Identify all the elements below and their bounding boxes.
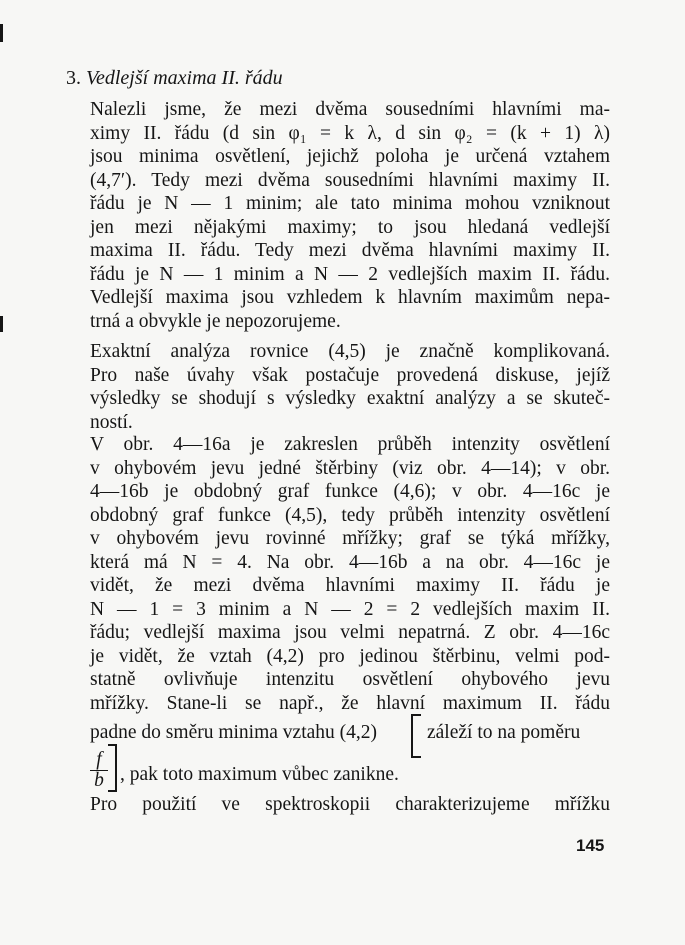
- text-line: Pro naše úvahy však postačuje provedená diskuse, jejíž: [90, 364, 610, 386]
- text-line: padne do směru minima vztahu (4,2): [90, 722, 378, 743]
- text-line: výsledky se shodují s výsledky exaktní analýzy a se skuteč-: [90, 388, 610, 409]
- section-heading: [66, 66, 283, 90]
- text-line: Pro použití ve spektroskopii charakterizujeme mřížku: [90, 794, 610, 815]
- text-line: jsou minima osvětlení, jejichž poloha je určená vztahem: [90, 146, 610, 167]
- text-line: 4—16b je obdobný graf funkce (4,6); v obr. 4—16c je: [90, 481, 610, 502]
- text-line: mřížky. Stane-li se např., že hlavní maximum II. řádu: [90, 692, 610, 714]
- text-line: v ohybovém jevu jedné štěrbiny (viz obr. 4—14); v obr.: [90, 457, 610, 479]
- text-line: N — 1 = 3 minim a N — 2 = 2 vedlejších maxim II.: [90, 598, 610, 620]
- text-line: Exaktní analýza rovnice (4,5) je značně komplikovaná.: [90, 341, 610, 362]
- scan-edge-mark: [0, 24, 3, 42]
- text-line: Vedlejší maxima jsou vzhledem k hlavním maximům nepa-: [90, 287, 610, 308]
- text-line: řádu je N — 1 minim; ale tato minima mohou vzniknout: [90, 193, 610, 214]
- text-line: ností.: [90, 411, 133, 433]
- paragraph-4: [90, 793, 610, 817]
- text-line: Nalezli jsme, že mezi dvěma sousedními hlavními ma-: [90, 99, 610, 120]
- text-line: V obr. 4—16a je zakreslen průběh intenzity osvětlení: [90, 434, 610, 455]
- text-line: (4,7′). Tedy mezi dvěma sousedními hlavními maximy II.: [90, 169, 610, 191]
- paragraph-3: [90, 433, 610, 715]
- text-line: která má N = 4. Na obr. 4—16b a na obr. 4—16c je: [90, 551, 610, 573]
- text-line: záleží to na poměru: [427, 722, 581, 743]
- text-line: je vidět, že vztah (4,2) pro jedinou štěrbinu, velmi pod-: [90, 645, 610, 667]
- right-bracket: [108, 744, 117, 792]
- paragraph-1: [90, 98, 610, 333]
- text-line: statně ovlivňuje intenzitu osvětlení ohybového jevu: [90, 669, 610, 690]
- text-line: řádu; vedlejší maxima jsou velmi nepatrná. Z obr. 4—16c: [90, 622, 610, 643]
- fraction-denominator: b: [94, 770, 104, 791]
- text-line: řádu je N — 1 minim a N — 2 vedlejších maxim II. řádu.: [90, 263, 610, 285]
- fraction-f-over-b: [90, 750, 108, 791]
- text-line: vidět, že mezi dvěma hlavními maximy II. řádu je: [90, 575, 610, 596]
- fraction-numerator: f: [90, 750, 108, 771]
- text-line: maxima II. řádu. Tedy mezi dvěma hlavními maximy II.: [90, 240, 610, 261]
- section-number: 3.: [66, 67, 81, 89]
- bracketed-remark: [90, 714, 610, 791]
- text-line: v ohybovém jevu rovinné mřížky; graf se týká mřížky,: [90, 528, 610, 549]
- text-line: , pak toto maximum vůbec zanikne.: [120, 764, 399, 785]
- text-line: trná a obvykle je nepozorujeme.: [90, 310, 341, 332]
- left-bracket: [411, 714, 421, 758]
- scan-edge-mark: [0, 316, 3, 332]
- paragraph-2: [90, 340, 610, 434]
- page-number: 145: [576, 836, 605, 855]
- section-title: Vedlejší maxima II. řádu: [86, 67, 283, 89]
- text-line: obdobný graf funkce (4,5), tedy průběh intenzity osvětlení: [90, 504, 610, 526]
- text-line: jen mezi nějakými maximy; to jsou hledaná vedlejší: [90, 216, 610, 238]
- text-line: ximy II. řádu (d sin φ₁ = k λ, d sin φ₂ = (k + 1) λ): [90, 122, 610, 144]
